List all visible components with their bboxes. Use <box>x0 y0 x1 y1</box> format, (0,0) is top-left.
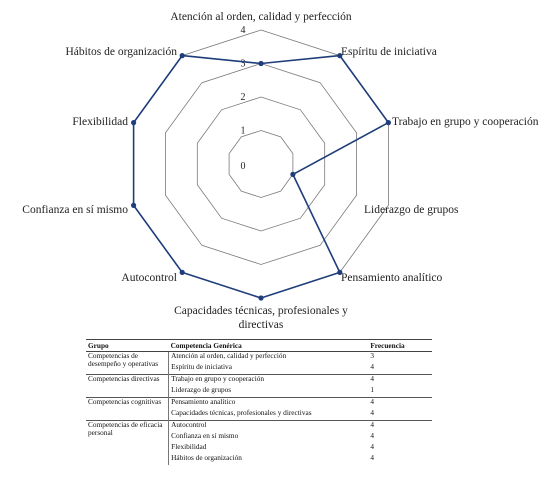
axis-category-label: Liderazgo de grupos <box>364 204 459 216</box>
frecuencia-cell: 1 <box>370 385 374 394</box>
frecuencia-cell: 4 <box>370 431 374 440</box>
header-competencia: Competencia Genérica <box>169 340 369 352</box>
competencia-cell: Capacidades técnicas, profesionales y directivas <box>171 408 312 417</box>
competencia-cell: Hábitos de organización <box>171 453 242 462</box>
axis-category-label: Confianza en sí mismo <box>22 204 128 216</box>
axis-category-label: Espíritu de iniciativa <box>341 46 437 58</box>
frecuencia-cell: 4 <box>368 421 432 433</box>
table-row <box>86 352 432 364</box>
competencia-cell: Atención al orden, calidad y perfección <box>169 352 369 364</box>
header-grupo: Grupo <box>86 340 169 352</box>
table-header-row <box>86 340 432 352</box>
group-cell: Competencias directivas <box>86 375 169 398</box>
competencia-cell: Liderazgo de grupos <box>171 385 232 394</box>
series-line <box>134 56 389 298</box>
table-row <box>86 421 432 433</box>
axis-category-label: Flexibilidad <box>72 116 128 128</box>
frecuencia-cell: 3 <box>368 352 432 364</box>
competencia-cell: Flexibilidad <box>171 442 207 451</box>
grid-ring <box>165 64 356 265</box>
axis-category-label: Atención al orden, calidad y perfección <box>170 11 352 23</box>
radial-tick-label: 1 <box>240 125 246 137</box>
data-point <box>131 120 136 125</box>
grid-ring <box>229 131 293 198</box>
axis-category-label: Pensamiento analítico <box>341 272 443 284</box>
table-row <box>86 375 432 387</box>
data-point <box>258 61 263 66</box>
competencia-cell: Confianza en sí mismo <box>171 431 239 440</box>
group-cell: Competencias de eficacia personal <box>86 421 169 466</box>
competencias-table <box>86 339 432 465</box>
data-point <box>131 203 136 208</box>
competencia-cell: Espíritu de iniciativa <box>171 362 232 371</box>
data-point <box>386 120 391 125</box>
data-point <box>290 172 295 177</box>
frecuencia-cell: 4 <box>368 375 432 387</box>
frecuencia-cell: 4 <box>370 453 374 462</box>
radial-tick-label: 3 <box>240 58 246 70</box>
frecuencia-cell: 4 <box>368 398 432 410</box>
data-point <box>180 53 185 58</box>
frecuencia-cell: 4 <box>370 442 374 451</box>
radial-tick-label: 4 <box>240 25 246 36</box>
axis-category-label: Trabajo en grupo y cooperación <box>392 116 539 128</box>
competencia-cell: Autocontrol <box>169 421 369 433</box>
data-point <box>258 295 263 300</box>
frecuencia-cell: 4 <box>370 362 374 371</box>
radial-tick-label: 0 <box>240 161 246 172</box>
competencia-cell: Pensamiento analítico <box>169 398 369 410</box>
axis-category-label: Hábitos de organización <box>65 46 177 58</box>
data-point <box>180 270 185 275</box>
header-frecuencia: Frecuencia <box>368 340 432 352</box>
group-cell: Competencias cognitivas <box>86 398 169 421</box>
radial-tick-label: 2 <box>240 92 246 103</box>
axis-category-label: Autocontrol <box>121 272 177 284</box>
group-cell: Competencias de desempeño y operativas <box>86 352 169 375</box>
frecuencia-cell: 4 <box>370 408 374 417</box>
grid-ring <box>197 97 324 231</box>
axis-category-label: Capacidades técnicas, profesionales y directivas <box>174 305 348 331</box>
competencia-cell: Trabajo en grupo y cooperación <box>169 375 369 387</box>
